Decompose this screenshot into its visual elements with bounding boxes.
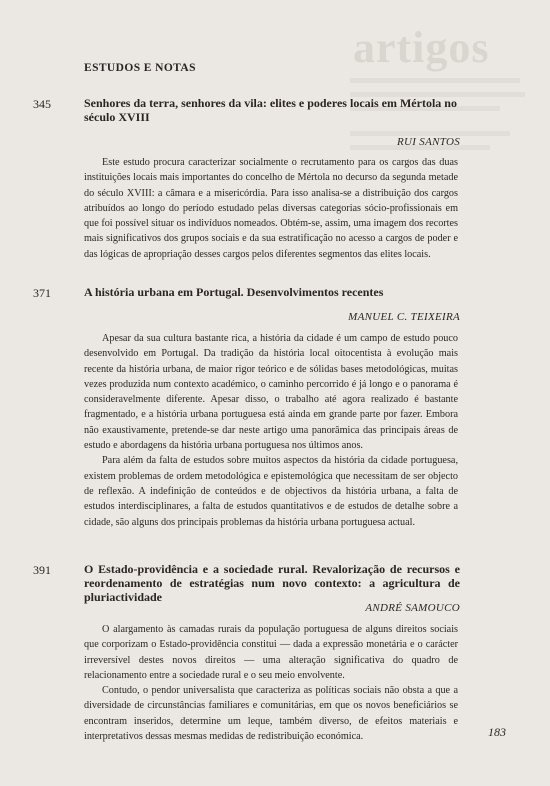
article-author: ANDRÉ SAMOUCO: [365, 602, 460, 614]
article-author: MANUEL C. TEIXEIRA: [348, 311, 460, 323]
abstract-paragraph: Este estudo procura caracterizar socialmente o recrutamento para os cargos das duas instituições locais mais importantes do concelho de Mértola no decurso da segunda metade do século XVIII: a câmara e a misericórdia. Para isso analisa-se a distribuição dos cargos atribuídos ao longo do período estudado pelas diversas categorias sócio-profissionais em que foi possível situar os indivíduos nomeados. Obtém-se, assim, uma imagem dos recortes mais significativos dos grupos sociais e da sua estratificação no acesso a cargos de poder e das lógicas de apropriação desses cargos pelos diferentes segmentos das elites locais.: [84, 157, 458, 260]
page-number: 345: [33, 97, 51, 111]
folio-page-number: 183: [488, 725, 506, 739]
abstract-paragraph: Apesar da sua cultura bastante rica, a história da cidade é um campo de estudo pouco desenvolvido em Portugal. Da tradição da história local oitocentista à evolução mais recente da história urbana, de maior rigor teórico e de sólidas bases metodológicas, muitas vezes produzida num contexto académico, o caminho percorrido é já longo e o panorama é consideravelmente diferente. Apesar disso, o trabalho até agora realizado é bastante fragmentado, e a história urbana portuguesa está ainda em grande parte por fazer. Embora não exaustivamente, pretende-se dar neste artigo uma panorâmica das principais áreas de estudo e abordagens da história urbana portuguesa nos últimos anos.: [84, 333, 458, 452]
article-abstract: [84, 155, 458, 262]
abstract-paragraph: Para além da falta de estudos sobre muitos aspectos da história da cidade portuguesa, existem problemas de ordem metodológica e epistemológica que necessitam de ser objecto de reflexão. A indefinição de conteúdos e de objectivos da história urbana, a falta de estudos interdisciplinares, a falta de estudos quantitativos e de estudos de detalhe sobre a cidade, são alguns dos principais problemas da história urbana portuguesa actual.: [84, 455, 458, 528]
page-number: 371: [33, 286, 51, 300]
abstract-paragraph: O alargamento às camadas rurais da população portuguesa de alguns direitos sociais que corporizam o Estado-providência constitui — dada a expressão monetária e o carácter irreversível destes novos direitos — uma alteração significativa do quadro de relacionamento entre a sociedade rural e o seu meio envolvente.: [84, 624, 458, 681]
article-author: RUI SANTOS: [397, 136, 460, 148]
article-title: A história urbana em Portugal. Desenvolvimentos recentes: [84, 285, 384, 299]
abstract-paragraph: Contudo, o pendor universalista que caracteriza as políticas sociais não obsta a que a diversidade de circunstâncias familiares e comunitárias, em que os novos beneficiários se encontram inseridos, determine um leque, também diverso, de efeitos materiais e interpretativos dessas mesmas medidas de redistribuição económica.: [84, 685, 458, 743]
bleed-through-heading: artigos: [353, 23, 490, 72]
article-title: O Estado-providência e a sociedade rural. Revalorização de recursos e reordenamento de estratégias num novo contexto: a agricultura de pluriactividade: [84, 562, 460, 604]
article-title: Senhores da terra, senhores da vila: elites e poderes locais em Mértola no século XVIII: [84, 96, 457, 124]
page-number: 391: [33, 563, 51, 577]
article-abstract: [84, 331, 458, 530]
article-abstract: [84, 622, 458, 744]
section-title: ESTUDOS E NOTAS: [84, 62, 196, 74]
